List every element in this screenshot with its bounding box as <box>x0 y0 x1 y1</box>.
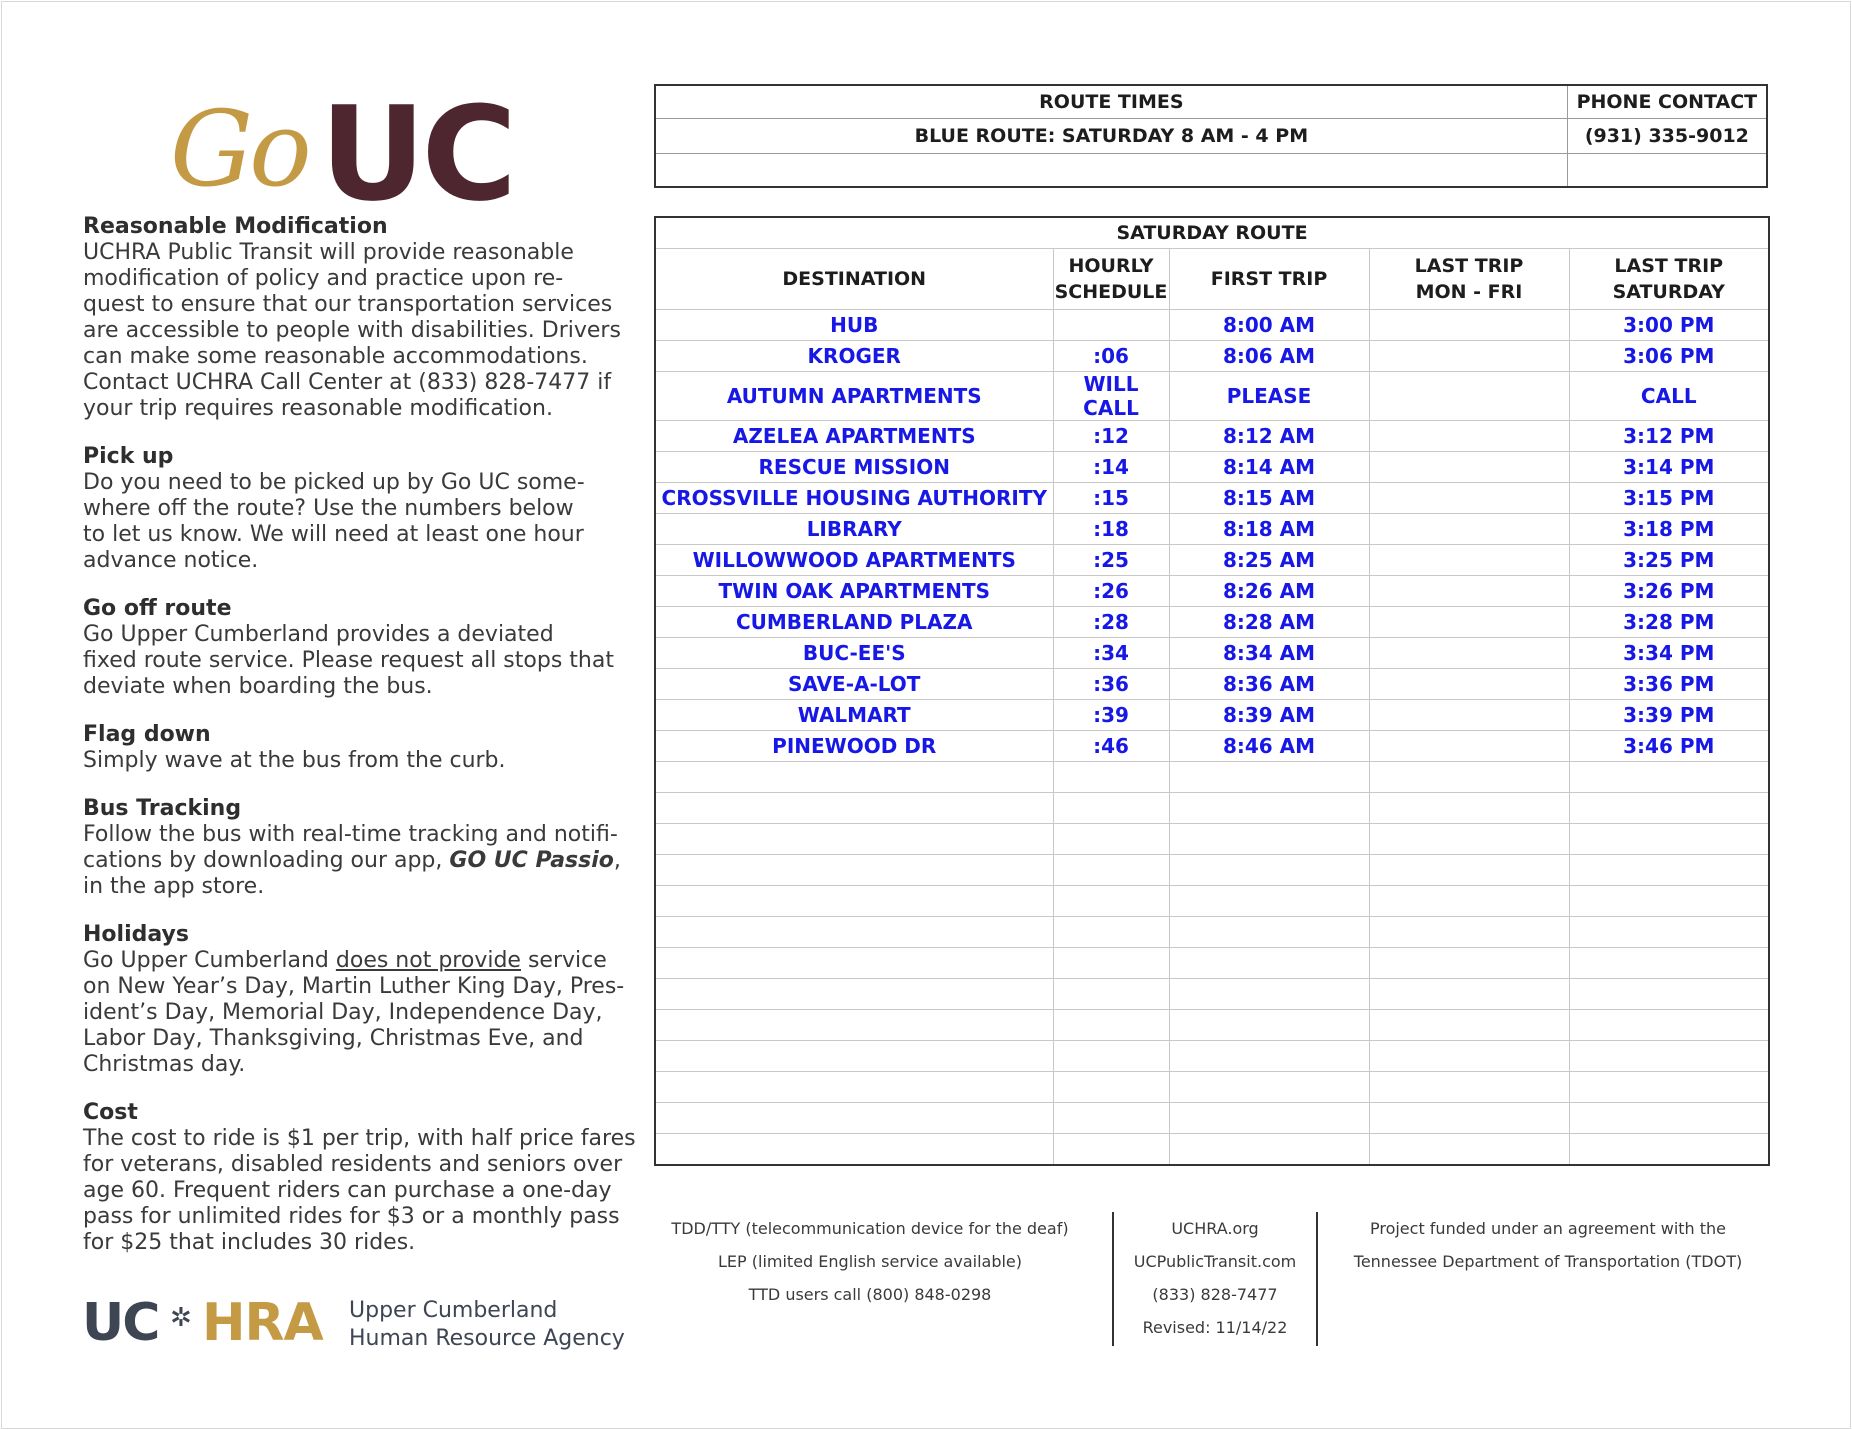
table-cell: 8:46 AM <box>1169 731 1369 762</box>
section-body: UCHRA Public Transit will provide reasonable modification of policy and practice upon re- quest to ensure that our transportation services are accessible to people with disabilities. Drivers can make some reasonable accommodations. Contact UCHRA Call Center at (833) 828-7477 if your trip requires reasonable modification. <box>83 240 621 421</box>
empty-row <box>655 855 1769 886</box>
table-cell: AZELEA APARTMENTS <box>655 421 1053 452</box>
table-cell: HUB <box>655 310 1053 341</box>
table-cell: 3:28 PM <box>1569 607 1769 638</box>
table-cell: SAVE-A-LOT <box>655 669 1053 700</box>
table-cell: KROGER <box>655 341 1053 372</box>
column-header: FIRST TRIP <box>1169 249 1369 310</box>
table-cell: :46 <box>1053 731 1169 762</box>
column-header: DESTINATION <box>655 249 1053 310</box>
empty-row <box>655 1041 1769 1072</box>
table-cell: 3:06 PM <box>1569 341 1769 372</box>
section-bus-tracking <box>83 796 643 900</box>
table-cell: 3:15 PM <box>1569 483 1769 514</box>
empty-row <box>655 948 1769 979</box>
table-cell: :34 <box>1053 638 1169 669</box>
table-cell <box>1369 310 1569 341</box>
table-cell <box>1053 310 1169 341</box>
section-body: Go Upper Cumberland provides a deviated fixed route service. Please request all stops that deviate when boarding the bus. <box>83 622 614 699</box>
table-row <box>655 607 1769 638</box>
route-name: BLUE ROUTE: SATURDAY 8 AM - 4 PM <box>655 119 1567 154</box>
column-header: HOURLY SCHEDULE <box>1053 249 1169 310</box>
table-cell: :15 <box>1053 483 1169 514</box>
table-row <box>655 731 1769 762</box>
go-uc-logo <box>170 78 570 230</box>
empty-row <box>655 1010 1769 1041</box>
table-cell: 8:15 AM <box>1169 483 1369 514</box>
empty-row <box>655 793 1769 824</box>
section-heading: Pick up <box>83 444 174 469</box>
section-heading: Flag down <box>83 722 211 747</box>
footer-funding: Project funded under an agreement with the Tennessee Department of Transportation (TDOT) <box>1353 1219 1743 1271</box>
table-cell: 3:25 PM <box>1569 545 1769 576</box>
table-cell: 3:12 PM <box>1569 421 1769 452</box>
section-heading: Reasonable Modification <box>83 214 388 239</box>
table-row <box>655 452 1769 483</box>
table-cell: 3:26 PM <box>1569 576 1769 607</box>
table-cell: :36 <box>1053 669 1169 700</box>
table-cell: :28 <box>1053 607 1169 638</box>
table-cell: 3:39 PM <box>1569 700 1769 731</box>
table-cell: 3:34 PM <box>1569 638 1769 669</box>
empty-row <box>655 762 1769 793</box>
table-cell: 3:00 PM <box>1569 310 1769 341</box>
table-cell: 8:28 AM <box>1169 607 1369 638</box>
table-cell <box>1369 576 1569 607</box>
info-column <box>83 214 643 1278</box>
section-pick-up <box>83 444 643 574</box>
table-cell: 8:18 AM <box>1169 514 1369 545</box>
uchra-logo <box>82 1293 642 1353</box>
section-cost <box>83 1100 643 1256</box>
section-body: Follow the bus with real-time tracking and notifi- cations by downloading our app, GO UC Passio, in the app store. <box>83 822 621 899</box>
agency-uc: UC <box>82 1293 159 1353</box>
table-row <box>655 483 1769 514</box>
table-cell: RESCUE MISSION <box>655 452 1053 483</box>
table-cell <box>1369 731 1569 762</box>
table-row <box>655 514 1769 545</box>
section-heading: Holidays <box>83 922 189 947</box>
column-header: LAST TRIP MON - FRI <box>1369 249 1569 310</box>
table-cell: AUTUMN APARTMENTS <box>655 372 1053 421</box>
table-cell: TWIN OAK APARTMENTS <box>655 576 1053 607</box>
footer-accessibility: TDD/TTY (telecommunication device for the deaf) LEP (limited English service available) TTD users call (800) 848-0298 <box>671 1219 1069 1304</box>
route-times-table <box>654 84 1768 188</box>
table-cell: 3:18 PM <box>1569 514 1769 545</box>
section-go-off-route <box>83 596 643 700</box>
section-body: Go Upper Cumberland does not provide service on New Year’s Day, Martin Luther King Day, Pres- ident’s Day, Memorial Day, Independence Day, Labor Day, Thanksgiving, Christmas Eve, and Christmas day. <box>83 948 625 1077</box>
tennessee-star-icon: ✲ <box>170 1303 192 1333</box>
section-reasonable-modification <box>83 214 643 422</box>
table-cell: WALMART <box>655 700 1053 731</box>
empty-row <box>655 979 1769 1010</box>
table-cell: :14 <box>1053 452 1169 483</box>
schedule-title: SATURDAY ROUTE <box>655 217 1769 249</box>
section-body: The cost to ride is $1 per trip, with half price fares for veterans, disabled residents and seniors over age 60. Frequent riders can purchase a one-day pass for unlimited rides for $3 or a monthly pass for $25 that includes 30 rides. <box>83 1126 636 1255</box>
table-cell: PLEASE <box>1169 372 1369 421</box>
empty-row <box>655 824 1769 855</box>
table-cell <box>1369 545 1569 576</box>
table-cell: LIBRARY <box>655 514 1053 545</box>
table-cell <box>1369 669 1569 700</box>
section-body: Do you need to be picked up by Go UC some- where off the route? Use the numbers below to let us know. We will need at least one hour advance notice. <box>83 470 585 573</box>
table-row <box>655 545 1769 576</box>
empty-row <box>655 886 1769 917</box>
table-row <box>655 421 1769 452</box>
table-cell: WILL CALL <box>1053 372 1169 421</box>
table-cell: WILLOWWOOD APARTMENTS <box>655 545 1053 576</box>
section-heading: Go off route <box>83 596 232 621</box>
table-cell: CROSSVILLE HOUSING AUTHORITY <box>655 483 1053 514</box>
table-row <box>655 669 1769 700</box>
table-cell: 3:36 PM <box>1569 669 1769 700</box>
empty-row <box>655 1134 1769 1166</box>
table-row <box>655 576 1769 607</box>
section-flag-down <box>83 722 643 774</box>
route-times-header: ROUTE TIMES <box>655 85 1567 119</box>
logo-go: Go <box>170 88 308 210</box>
phone-contact-header: PHONE CONTACT <box>1567 85 1767 119</box>
logo-uc: UC <box>320 78 513 230</box>
phone-number: (931) 335-9012 <box>1567 119 1767 154</box>
table-cell <box>1369 700 1569 731</box>
table-cell: 8:26 AM <box>1169 576 1369 607</box>
agency-name: Upper Cumberland Human Resource Agency <box>349 1298 625 1351</box>
app-name: GO UC Passio <box>449 848 614 873</box>
table-cell <box>1369 452 1569 483</box>
section-heading: Bus Tracking <box>83 796 242 821</box>
table-cell: :18 <box>1053 514 1169 545</box>
table-cell <box>1369 483 1569 514</box>
table-cell: 8:14 AM <box>1169 452 1369 483</box>
table-cell: 8:25 AM <box>1169 545 1369 576</box>
empty-row <box>655 917 1769 948</box>
table-cell: BUC-EE'S <box>655 638 1053 669</box>
agency-hra: HRA <box>202 1293 323 1353</box>
table-cell: 8:39 AM <box>1169 700 1369 731</box>
table-row <box>655 638 1769 669</box>
table-cell: :12 <box>1053 421 1169 452</box>
table-cell: :25 <box>1053 545 1169 576</box>
footer-contact: UCHRA.org UCPublicTransit.com (833) 828-7477 Revised: 11/14/22 <box>1112 1212 1318 1346</box>
table-cell: 8:12 AM <box>1169 421 1369 452</box>
table-cell <box>1369 372 1569 421</box>
table-cell: :06 <box>1053 341 1169 372</box>
empty-row <box>655 1103 1769 1134</box>
section-holidays <box>83 922 643 1078</box>
table-cell: :26 <box>1053 576 1169 607</box>
section-body: Simply wave at the bus from the curb. <box>83 748 506 773</box>
table-cell: 3:14 PM <box>1569 452 1769 483</box>
table-row <box>655 310 1769 341</box>
table-cell: CUMBERLAND PLAZA <box>655 607 1053 638</box>
section-heading: Cost <box>83 1100 138 1125</box>
table-row <box>655 700 1769 731</box>
table-row <box>655 372 1769 421</box>
table-row <box>655 341 1769 372</box>
table-cell <box>1369 421 1569 452</box>
schedule-table <box>654 216 1770 1166</box>
empty-row <box>655 1072 1769 1103</box>
table-cell <box>1369 341 1569 372</box>
table-cell <box>1369 638 1569 669</box>
table-cell: 8:34 AM <box>1169 638 1369 669</box>
table-cell <box>1369 514 1569 545</box>
table-cell: PINEWOOD DR <box>655 731 1053 762</box>
table-cell: 8:06 AM <box>1169 341 1369 372</box>
column-header: LAST TRIP SATURDAY <box>1569 249 1769 310</box>
table-cell <box>1369 607 1569 638</box>
table-cell: 8:36 AM <box>1169 669 1369 700</box>
table-cell: CALL <box>1569 372 1769 421</box>
table-cell: 8:00 AM <box>1169 310 1369 341</box>
table-cell: :39 <box>1053 700 1169 731</box>
table-cell: 3:46 PM <box>1569 731 1769 762</box>
